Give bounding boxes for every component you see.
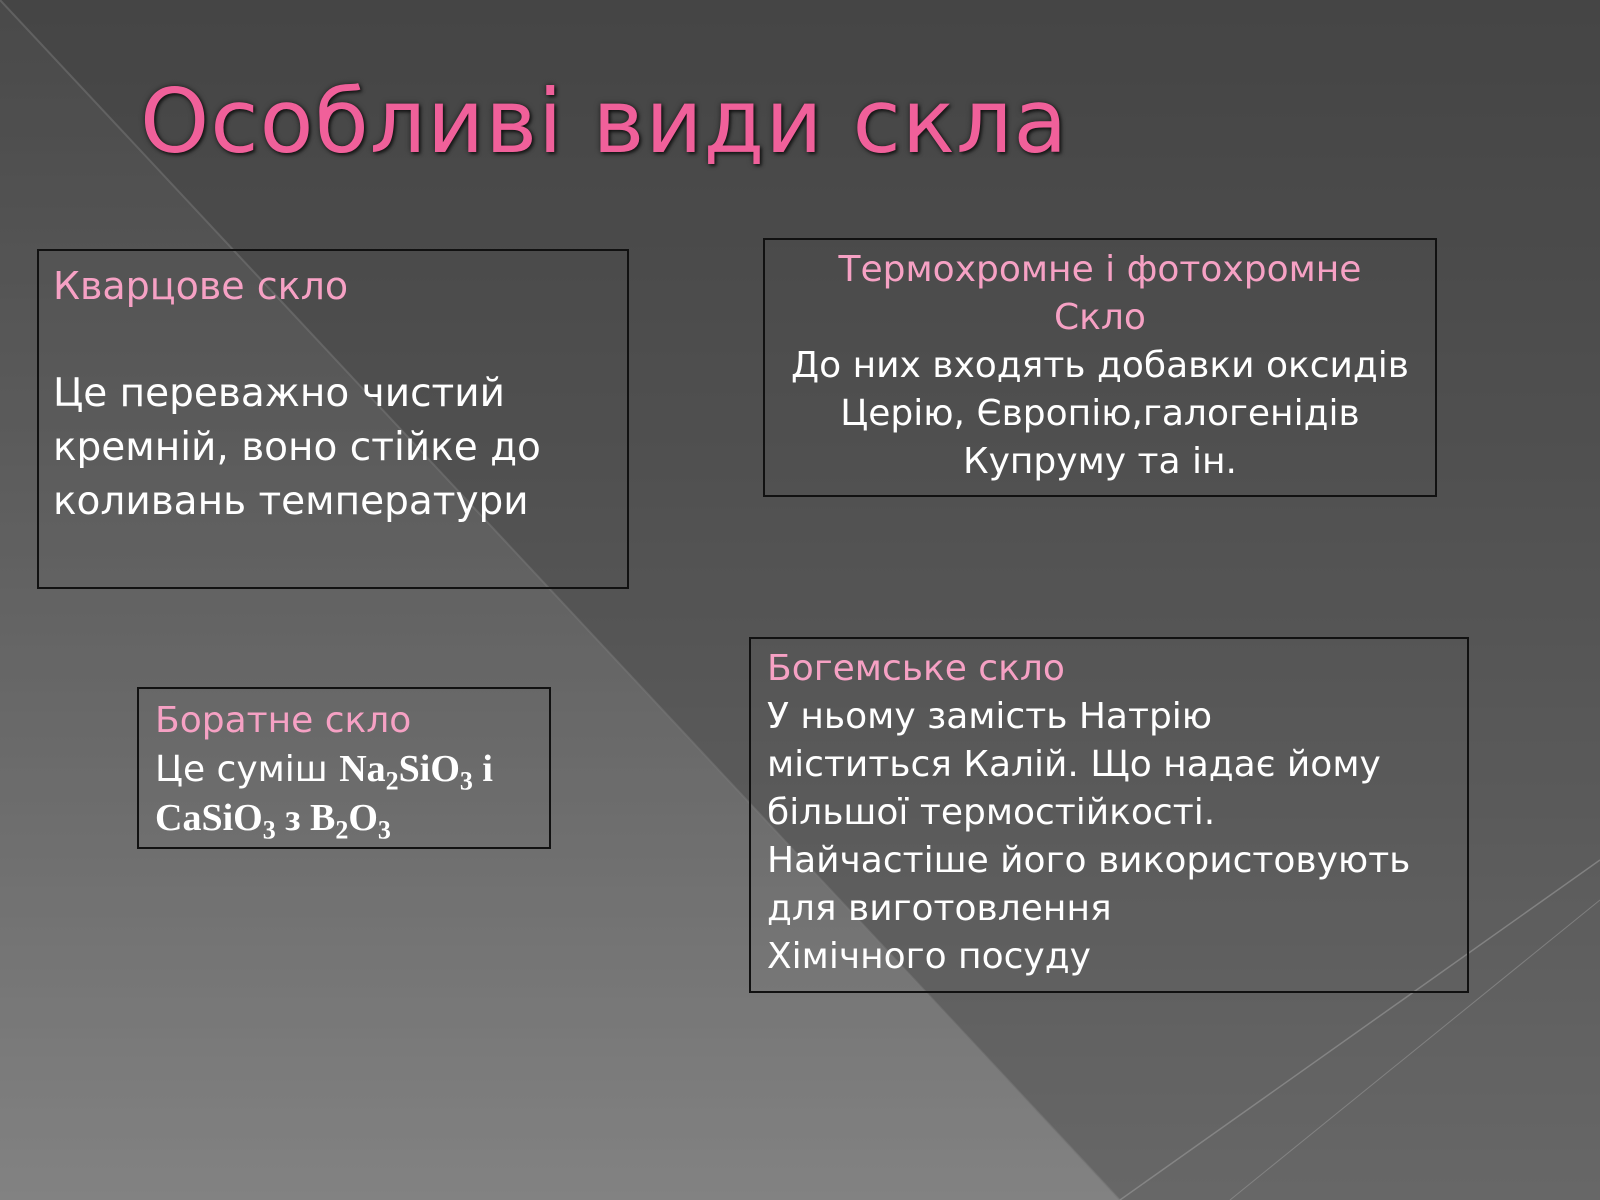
formula-subscript: 3 (262, 815, 276, 845)
slide-title: Особливі види скла (140, 70, 1069, 173)
thermochromic-glass-description: До них входять добавки оксидів Церію, Європію,галогенідів Купруму та ін. (790, 345, 1410, 482)
quartz-glass-description: Це переважно чистий кремній, воно стійке до коливань температури (53, 371, 541, 524)
formula-element: Na (339, 748, 386, 790)
quartz-glass-box (37, 249, 629, 589)
formula-subscript: 3 (459, 766, 473, 796)
borate-description-prefix: Це суміш (155, 749, 340, 790)
borate-glass-heading: Боратне скло (155, 700, 412, 741)
borate-glass-box (137, 687, 551, 849)
formula-subscript: 3 (377, 815, 391, 845)
formula-conjunction: і (472, 748, 493, 790)
bohemian-glass-heading: Богемське скло (767, 648, 1065, 689)
thermochromic-glass-heading: Термохромне і фотохромне Скло (838, 249, 1362, 338)
formula-calcium-silicate-boron-oxide (155, 797, 391, 845)
borate-glass-description (155, 745, 533, 843)
quartz-glass-heading: Кварцове скло (53, 264, 349, 308)
bohemian-glass-description: У ньому замість Натрію міститься Калій. Що надає йому більшої термостійкості. Найчастіше його використовують для виготовлення Хімічного посуду (767, 696, 1411, 977)
formula-subscript: 2 (385, 766, 399, 796)
formula-element: B (309, 797, 336, 839)
formula-element: SiO (398, 748, 460, 790)
thermochromic-glass-box (763, 238, 1437, 497)
formula-element: O (348, 797, 378, 839)
bohemian-glass-box (749, 637, 1469, 993)
formula-conjunction: з (275, 797, 310, 839)
formula-sodium-silicate (339, 748, 493, 796)
formula-subscript: 2 (335, 815, 349, 845)
formula-element: CaSiO (155, 797, 263, 839)
